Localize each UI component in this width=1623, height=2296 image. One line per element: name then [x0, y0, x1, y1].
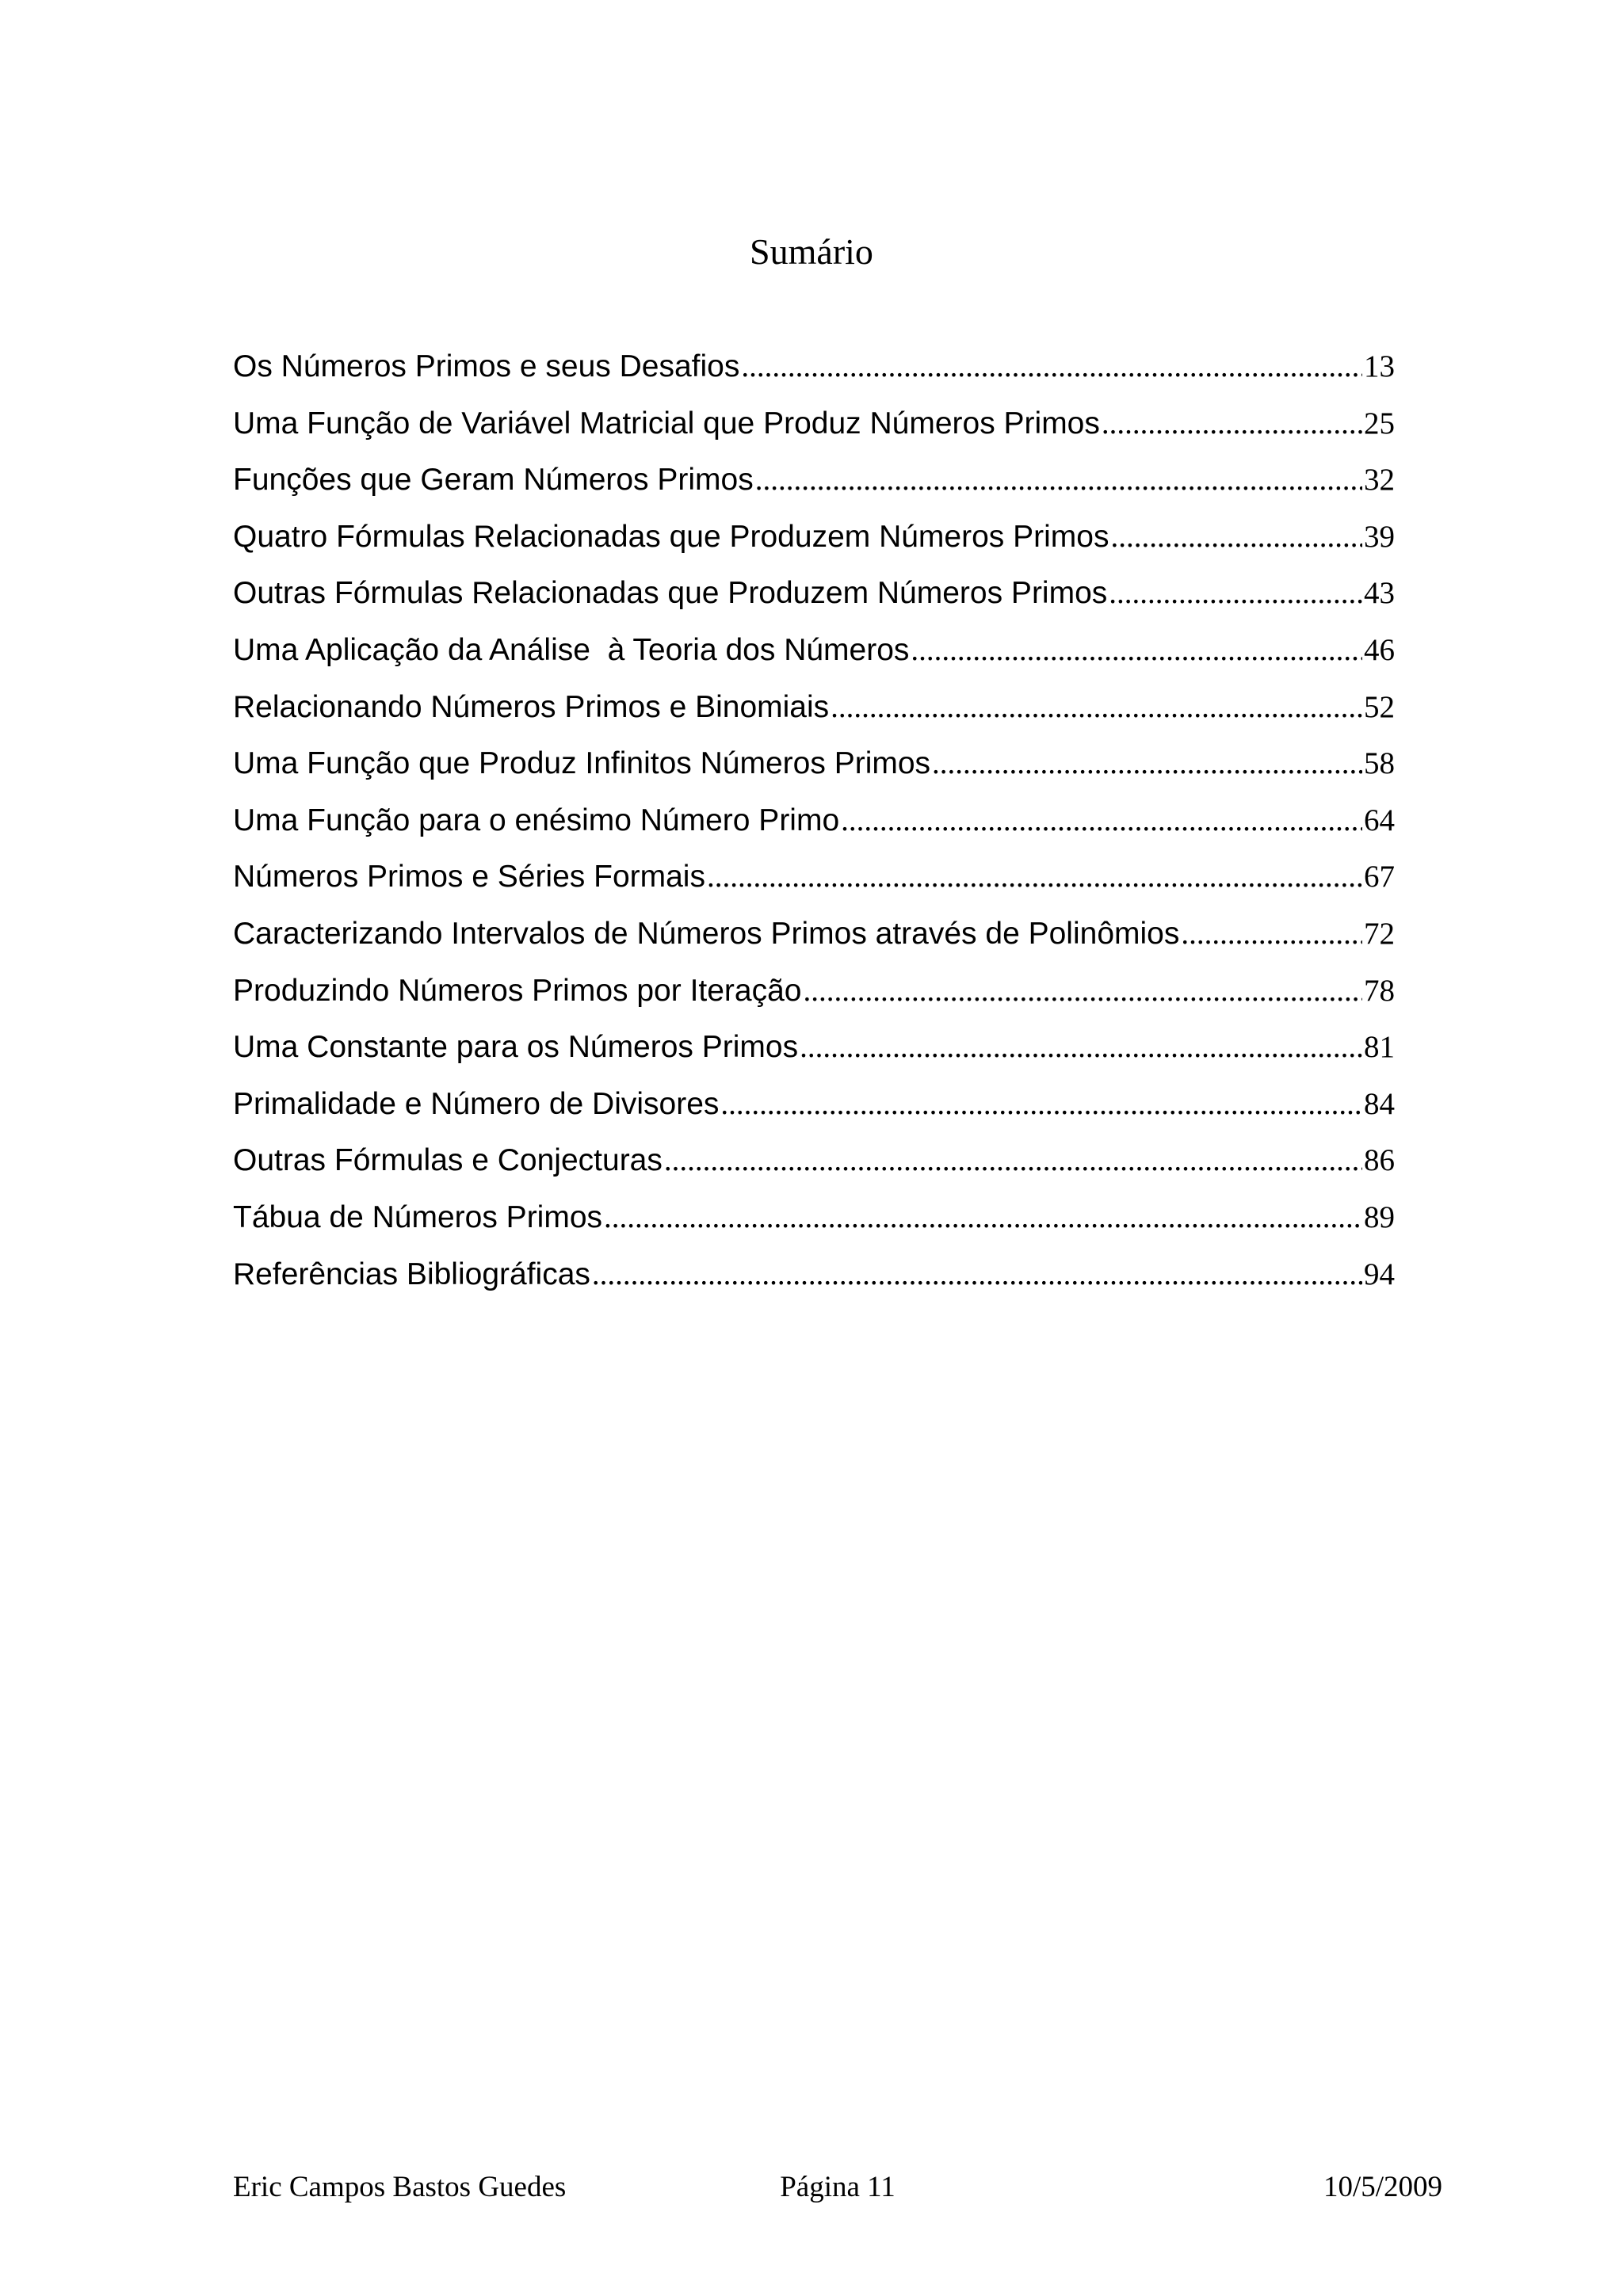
toc-entry-page-number: 78 [1364, 973, 1395, 1008]
toc-entry-page-number: 84 [1364, 1086, 1395, 1121]
toc-entry-title: Uma Constante para os Números Primos [233, 1030, 799, 1065]
toc-entry[interactable] [233, 859, 1395, 916]
footer-author: Eric Campos Bastos Guedes [233, 2171, 567, 2203]
toc-entry-page-number: 72 [1364, 916, 1395, 951]
toc-entry-page-number: 46 [1364, 632, 1395, 667]
toc-entry-title: Uma Função de Variável Matricial que Produz Números Primos [233, 406, 1100, 441]
toc-entry-page-number: 86 [1364, 1143, 1395, 1178]
toc-entry[interactable] [233, 1086, 1395, 1143]
toc-entry-page-number: 58 [1364, 746, 1395, 781]
page-title: Sumário [750, 231, 873, 272]
toc-entry-page-number: 81 [1364, 1030, 1395, 1065]
toc-entry[interactable] [233, 746, 1395, 803]
toc-entry[interactable] [233, 575, 1395, 632]
toc-dot-leader [604, 1199, 1362, 1235]
toc-entry[interactable] [233, 1029, 1395, 1086]
toc-entry-title: Quatro Fórmulas Relacionadas que Produzem Números Primos [233, 519, 1109, 554]
toc-entry-title: Uma Função que Produz Infinitos Números Primos [233, 746, 931, 781]
toc-entry-title: Primalidade e Número de Divisores [233, 1086, 720, 1121]
toc-dot-leader [720, 1086, 1362, 1122]
toc-entry-title: Caracterizando Intervalos de Números Primos através de Polinômios [233, 916, 1180, 951]
toc-entry[interactable] [233, 1257, 1395, 1314]
toc-entry-title: Os Números Primos e seus Desafios [233, 349, 740, 383]
footer-page-number: Página 11 [780, 2171, 896, 2203]
toc-entry[interactable] [233, 1142, 1395, 1199]
toc-dot-leader [831, 689, 1362, 725]
toc-entry-title: Relacionando Números Primos e Binomiais [233, 689, 830, 724]
toc-dot-leader [707, 859, 1362, 894]
toc-entry-page-number: 89 [1364, 1199, 1395, 1234]
toc-entry-page-number: 25 [1364, 406, 1395, 441]
toc-entry[interactable] [233, 349, 1395, 406]
toc-entry-title: Produzindo Números Primos por Iteração [233, 973, 802, 1008]
page-footer [233, 2168, 1442, 2207]
toc-entry-page-number: 32 [1364, 463, 1395, 498]
toc-dot-leader [755, 462, 1362, 498]
toc-entry[interactable] [233, 1199, 1395, 1257]
toc-entry[interactable] [233, 519, 1395, 576]
toc-dot-leader [592, 1257, 1362, 1292]
toc-dot-leader [932, 746, 1362, 781]
toc-entry[interactable] [233, 406, 1395, 463]
toc-dot-leader [1109, 575, 1362, 611]
toc-entry[interactable] [233, 916, 1395, 973]
toc-entry-title: Outras Fórmulas Relacionadas que Produzem Números Primos [233, 576, 1108, 611]
toc-dot-leader [841, 803, 1362, 838]
toc-dot-leader [1181, 916, 1362, 952]
toc-dot-leader [1102, 406, 1362, 441]
toc-entry[interactable] [233, 689, 1395, 746]
toc-entry-page-number: 13 [1364, 349, 1395, 383]
toc-entry[interactable] [233, 803, 1395, 860]
toc-entry-page-number: 64 [1364, 803, 1395, 837]
toc-entry-title: Funções que Geram Números Primos [233, 463, 754, 498]
toc-dot-leader [803, 973, 1362, 1009]
toc-entry[interactable] [233, 462, 1395, 519]
footer-date: 10/5/2009 [1323, 2171, 1442, 2203]
toc-entry-title: Uma Aplicação da Análise à Teoria dos Números [233, 632, 910, 667]
toc-entry-page-number: 67 [1364, 860, 1395, 894]
toc-entry-title: Números Primos e Séries Formais [233, 860, 705, 894]
toc-dot-leader [664, 1142, 1362, 1178]
toc-entry-title: Outras Fórmulas e Conjecturas [233, 1143, 663, 1178]
toc-dot-leader [911, 632, 1362, 668]
toc-dot-leader [800, 1029, 1362, 1065]
toc-entry-title: Uma Função para o enésimo Número Primo [233, 803, 840, 837]
toc-dot-leader [1110, 519, 1362, 555]
toc-entry[interactable] [233, 632, 1395, 689]
toc-entry-title: Referências Bibliográficas [233, 1257, 590, 1291]
toc-dot-leader [741, 349, 1362, 384]
toc-entry-page-number: 39 [1364, 519, 1395, 554]
toc-entry-page-number: 94 [1364, 1257, 1395, 1291]
toc-entry-page-number: 52 [1364, 689, 1395, 724]
toc-entry[interactable] [233, 973, 1395, 1030]
toc-entry-page-number: 43 [1364, 576, 1395, 611]
table-of-contents [233, 349, 1395, 1313]
toc-entry-title: Tábua de Números Primos [233, 1199, 603, 1234]
